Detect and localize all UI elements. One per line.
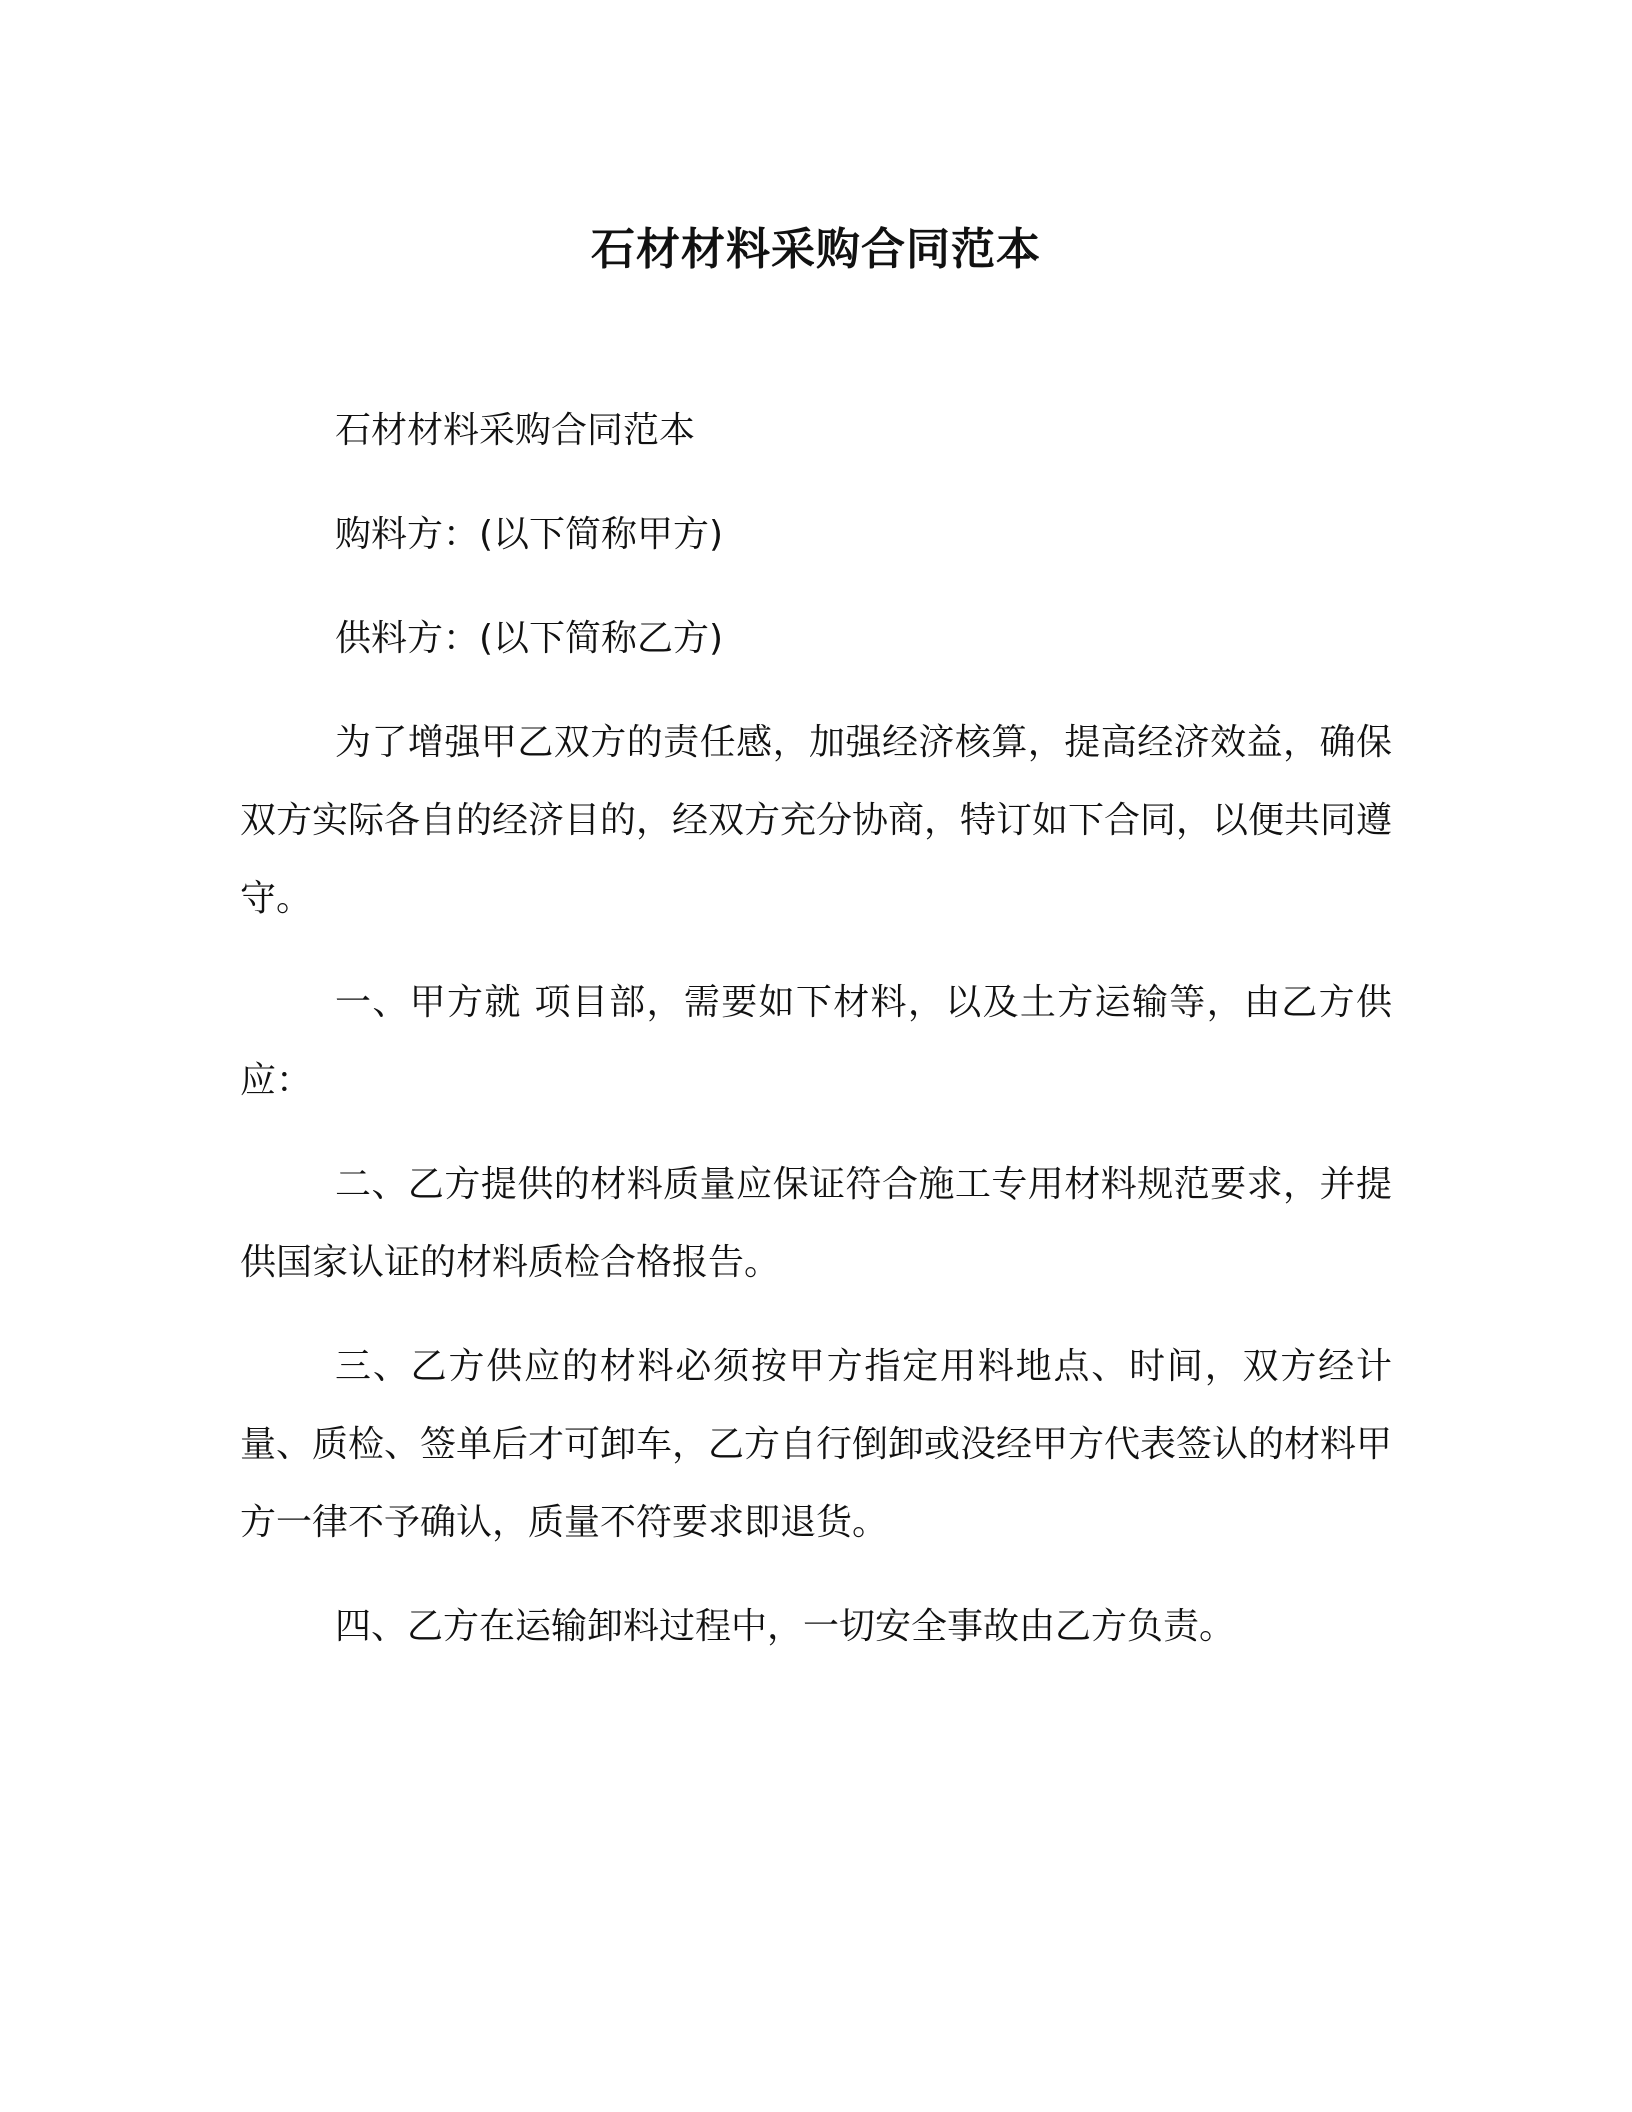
- document-body: [240, 392, 1392, 1692]
- clause-2: 二、乙方提供的材料质量应保证符合施工专用材料规范要求，并提供国家认证的材料质检合格报告。: [240, 1164, 1392, 1283]
- clause-1: 一、甲方就 项目部，需要如下材料，以及土方运输等，由乙方供应：: [240, 982, 1392, 1101]
- buyer-line: 购料方：(以下简称甲方): [335, 514, 724, 555]
- document-title: 石材材料采购合同范本: [591, 224, 1041, 275]
- supplier-line: 供料方：(以下简称乙方): [335, 618, 724, 659]
- clause-4: 四、乙方在运输卸料过程中，一切安全事故由乙方负责。: [335, 1606, 1236, 1647]
- intro-paragraph: 为了增强甲乙双方的责任感，加强经济核算，提高经济效益，确保双方实际各自的经济目的，经双方充分协商，特订如下合同，以便共同遵守。: [240, 722, 1393, 919]
- clause-3: 三、乙方供应的材料必须按甲方指定用料地点、时间，双方经计量、质检、签单后才可卸车，乙方自行倒卸或没经甲方代表签认的材料甲方一律不予确认，质量不符要求即退货。: [240, 1346, 1393, 1543]
- document-subtitle: 石材材料采购合同范本: [335, 410, 696, 451]
